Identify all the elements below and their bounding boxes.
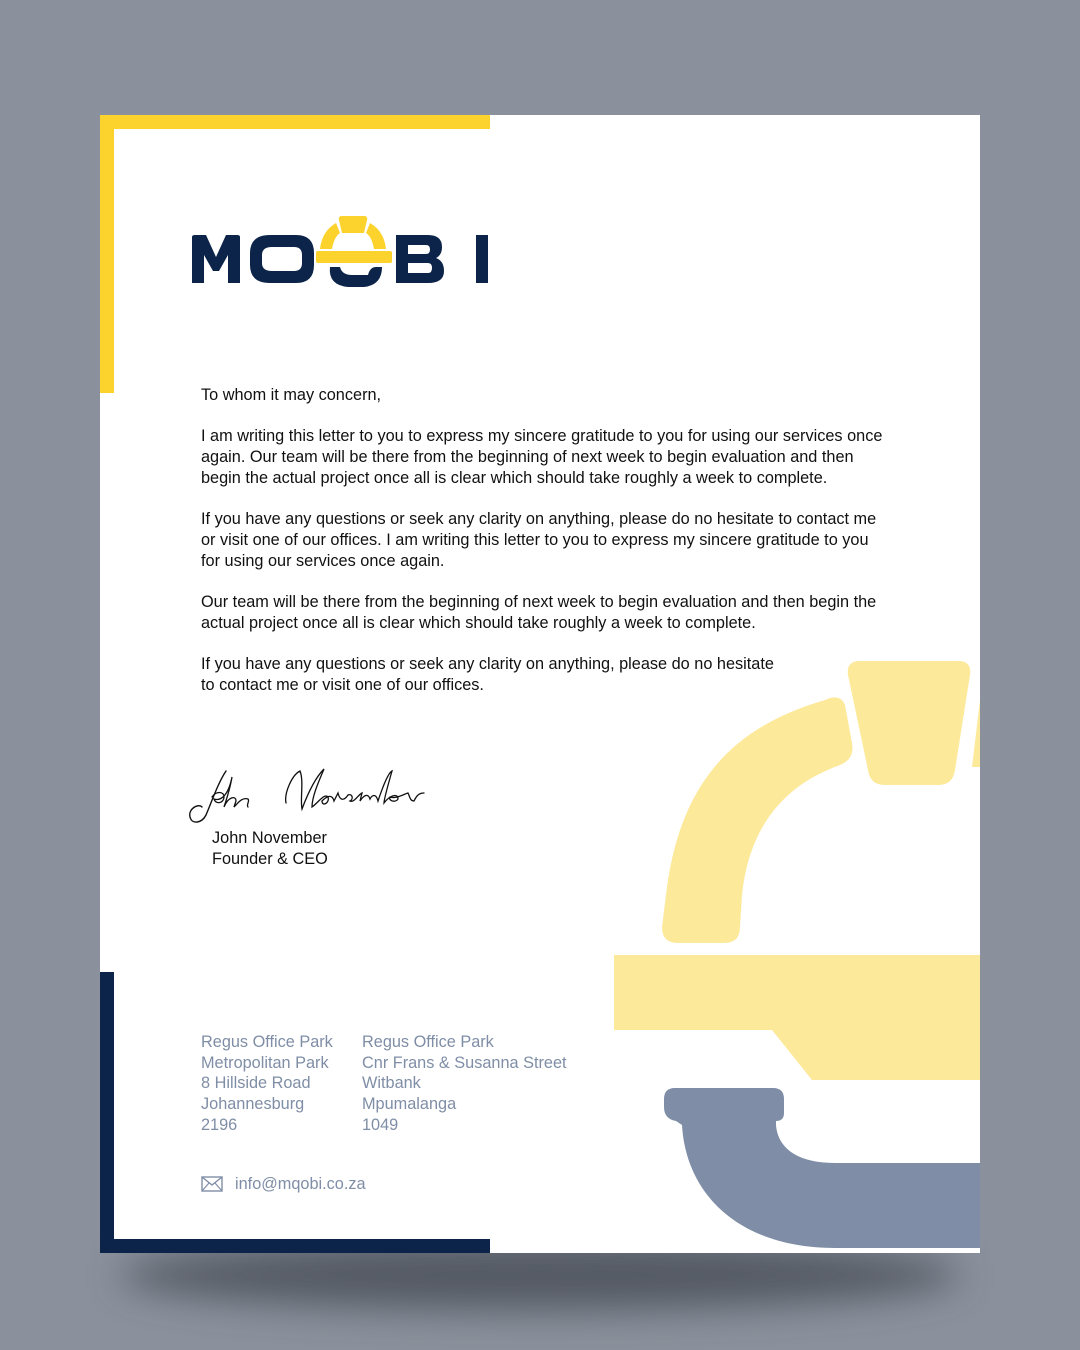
letter-paragraph: Our team will be there from the beginning of next week to begin evaluation and then begin the actual project once all is clear which should take roughly a week to complete.: [201, 592, 877, 632]
signature-stroke-ohn: [212, 777, 249, 807]
signature-stroke-november: [286, 769, 424, 809]
logo-hat-base: [330, 267, 382, 287]
email-address[interactable]: info@mqobi.co.za: [235, 1175, 366, 1193]
logo-hat-brim: [316, 251, 392, 263]
signer-title: Founder & CEO: [212, 849, 328, 868]
letter-paragraph: If you have any questions or seek any clarity on anything, please do no hesitate to contact me or visit one of our offices. I am writing this letter to you to express my sincere gratitude to you for using our services once again.: [201, 510, 877, 570]
address-line: 2196: [201, 1115, 238, 1134]
address-line: Witbank: [362, 1074, 421, 1093]
signer-name: John November: [212, 829, 327, 847]
letterhead-page: [100, 115, 980, 1253]
address-line: Johannesburg: [201, 1095, 305, 1114]
navy-left-bar: [100, 972, 114, 1253]
address-line: 8 Hillside Road: [201, 1074, 311, 1093]
address-line: Regus Office Park: [362, 1033, 494, 1051]
logo-letter-b: [396, 235, 444, 283]
address-line: Cnr Frans & Susanna Street: [362, 1053, 567, 1072]
mqobi-logo: [192, 211, 492, 291]
letter-paragraph: If you have any questions or seek any clarity on anything, please do no hesitate to contact me or visit one of our offices.: [201, 655, 774, 694]
address-line: 1049: [362, 1115, 399, 1134]
slate-pipe: [664, 1088, 980, 1248]
signature-stroke-j: [190, 771, 226, 822]
address-line: Mpumalanga: [362, 1095, 457, 1114]
handwritten-signature: [188, 763, 428, 827]
envelope-icon: [201, 1176, 223, 1192]
signer-block: [212, 828, 328, 869]
logo-hat-left: [320, 223, 340, 249]
yellow-top-bar: [100, 115, 490, 129]
yellow-pipe-curve: [662, 697, 853, 943]
letter-paragraph: I am writing this letter to you to express my sincere gratitude to you for using our services once again. Our team will be there from the beginning of next week to begin evaluation and then begin the actual project once all is clear which should take roughly a week to complete.: [201, 427, 883, 487]
logo-hat-right: [366, 223, 386, 249]
navy-bottom-bar: [100, 1239, 490, 1253]
address-line: Metropolitan Park: [201, 1053, 329, 1072]
address-line: Regus Office Park: [201, 1033, 333, 1051]
yellow-left-bar: [100, 115, 114, 393]
logo-hat-top: [339, 216, 367, 233]
hat-brim: [614, 955, 980, 1080]
contact-email: [201, 1174, 366, 1194]
address-witbank: [362, 1032, 567, 1136]
hat-side-block: [972, 700, 980, 767]
logo-letter-q: [250, 235, 314, 283]
address-johannesburg: [201, 1032, 333, 1136]
logo-letter-m: [192, 235, 240, 283]
letter-greeting: To whom it may concern,: [201, 386, 382, 404]
logo-letter-i: [476, 235, 488, 283]
letter-body: [201, 385, 891, 716]
